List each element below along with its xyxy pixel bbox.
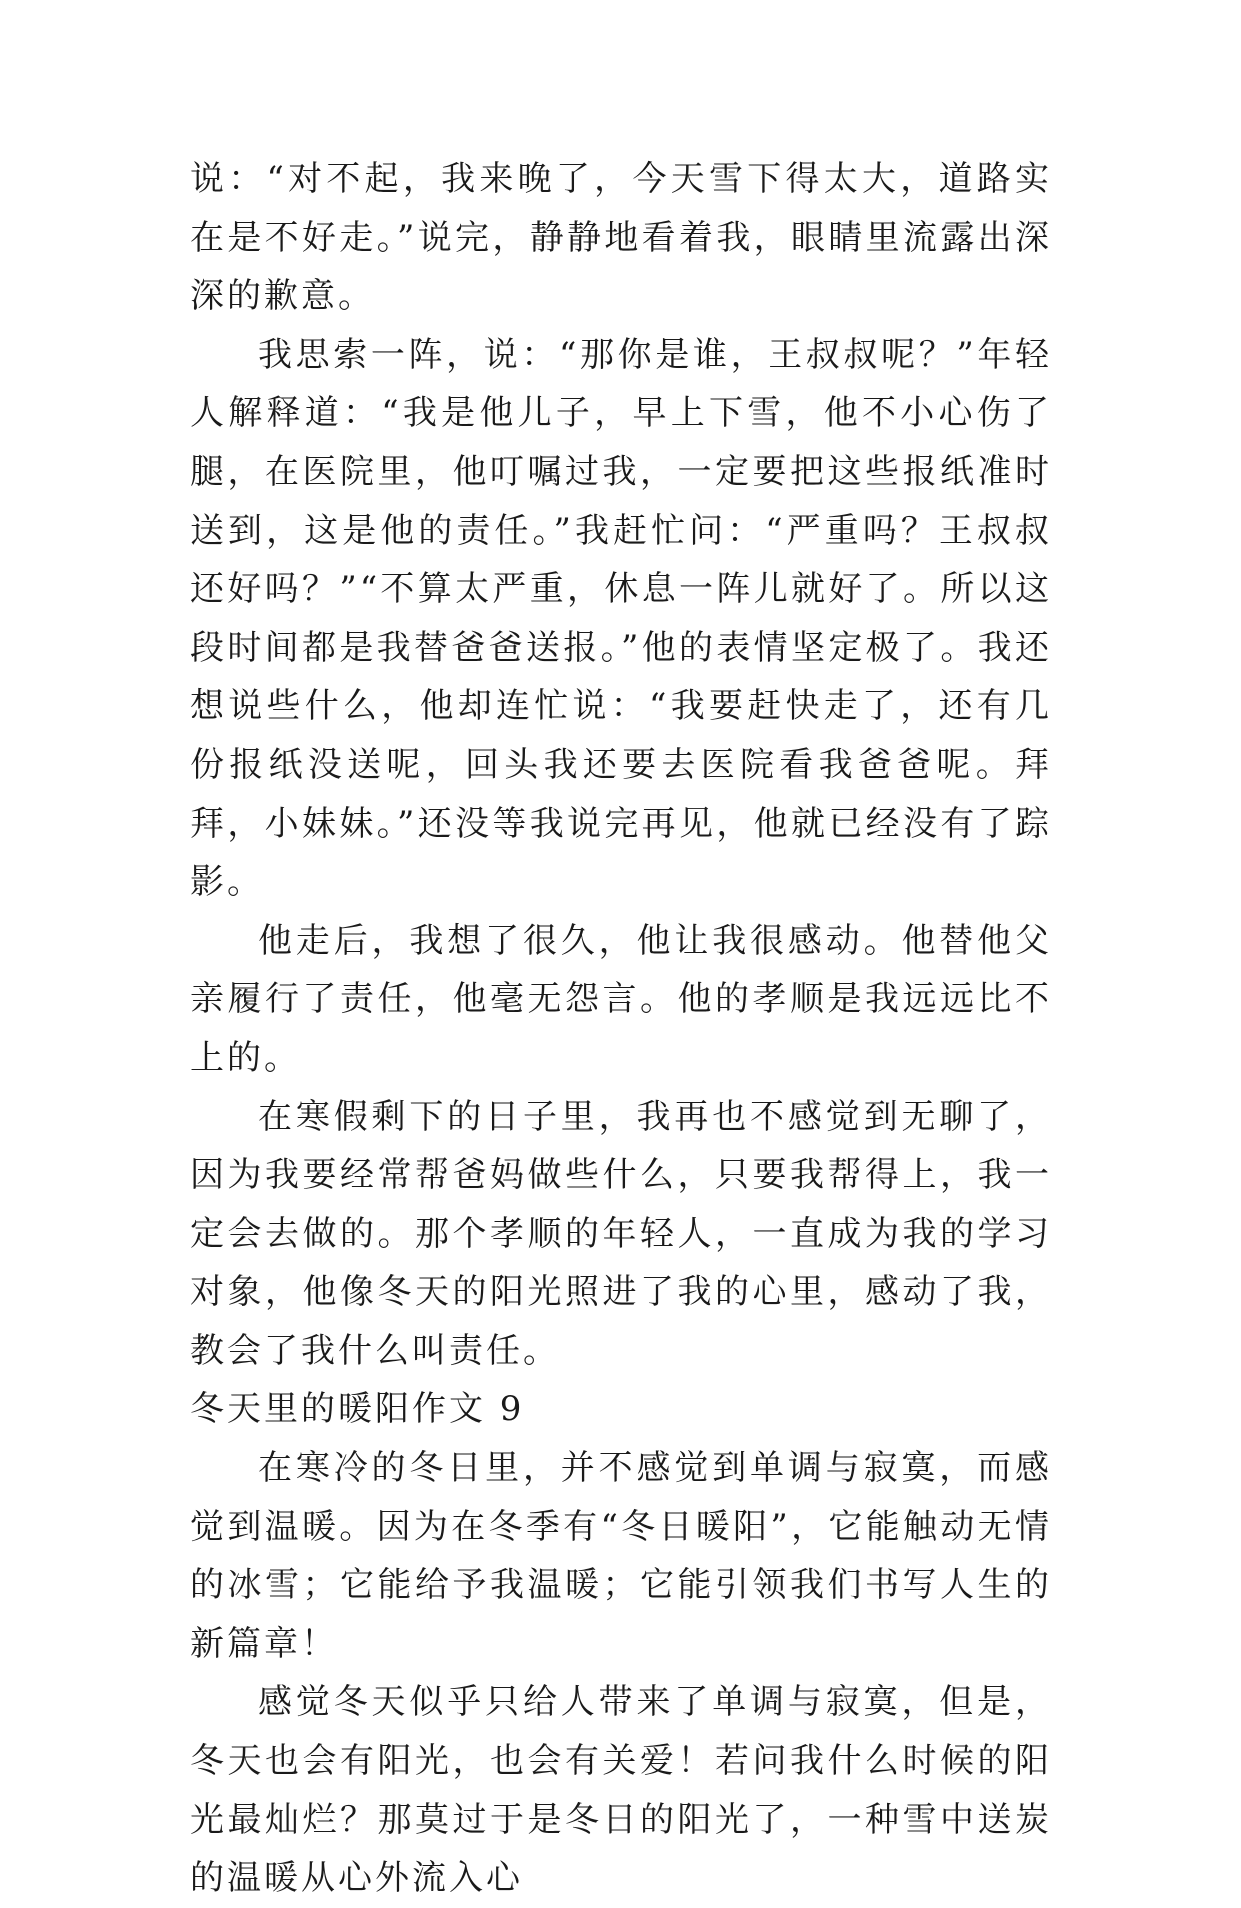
paragraph-1: 说：“对不起，我来晚了，今天雪下得太大，道路实在是不好走。”说完，静静地看着我，眼睛里流露出深深的歉意。	[190, 159, 1052, 317]
paragraph-3: 他走后，我想了很久，他让我很感动。他替他父亲履行了责任，他毫无怨言。他的孝顺是我远远比不上的。	[190, 920, 1052, 1078]
paragraph-5: 在寒冷的冬日里，并不感觉到单调与寂寞，而感觉到温暖。因为在冬季有“冬日暖阳”，它能触动无情的冰雪；它能给予我温暖；它能引领我们书写人生的新篇章！	[190, 1448, 1052, 1664]
paragraph-6: 感觉冬天似乎只给人带来了单调与寂寞，但是，冬天也会有阳光，也会有关爱！若问我什么时候的阳光最灿烂？那莫过于是冬日的阳光了，一种雪中送炭的温暖从心外流入心	[190, 1682, 1052, 1899]
document-page	[190, 150, 1052, 1908]
paragraph-2: 我思索一阵，说：“那你是谁，王叔叔呢？”年轻人解释道：“我是他儿子，早上下雪，他不小心伤了腿，在医院里，他叮嘱过我，一定要把这些报纸准时送到，这是他的责任。”我赶忙问：“严重吗？王叔叔还好吗？”“不算太严重，休息一阵儿就好了。所以这段时间都是我替爸爸送报。”他的表情坚定极了。我还想说些什么，他却连忙说：“我要赶快走了，还有几份报纸没送呢，回头我还要去医院看我爸爸呢。拜拜，小妹妹。”还没等我说完再见，他就已经没有了踪影。	[190, 334, 1052, 903]
paragraph-4: 在寒假剩下的日子里，我再也不感觉到无聊了，因为我要经常帮爸妈做些什么，只要我帮得上，我一定会去做的。那个孝顺的年轻人，一直成为我的学习对象，他像冬天的阳光照进了我的心里，感动了我，教会了我什么叫责任。	[190, 1096, 1052, 1371]
section-heading: 冬天里的暖阳作文 9	[190, 1389, 525, 1430]
